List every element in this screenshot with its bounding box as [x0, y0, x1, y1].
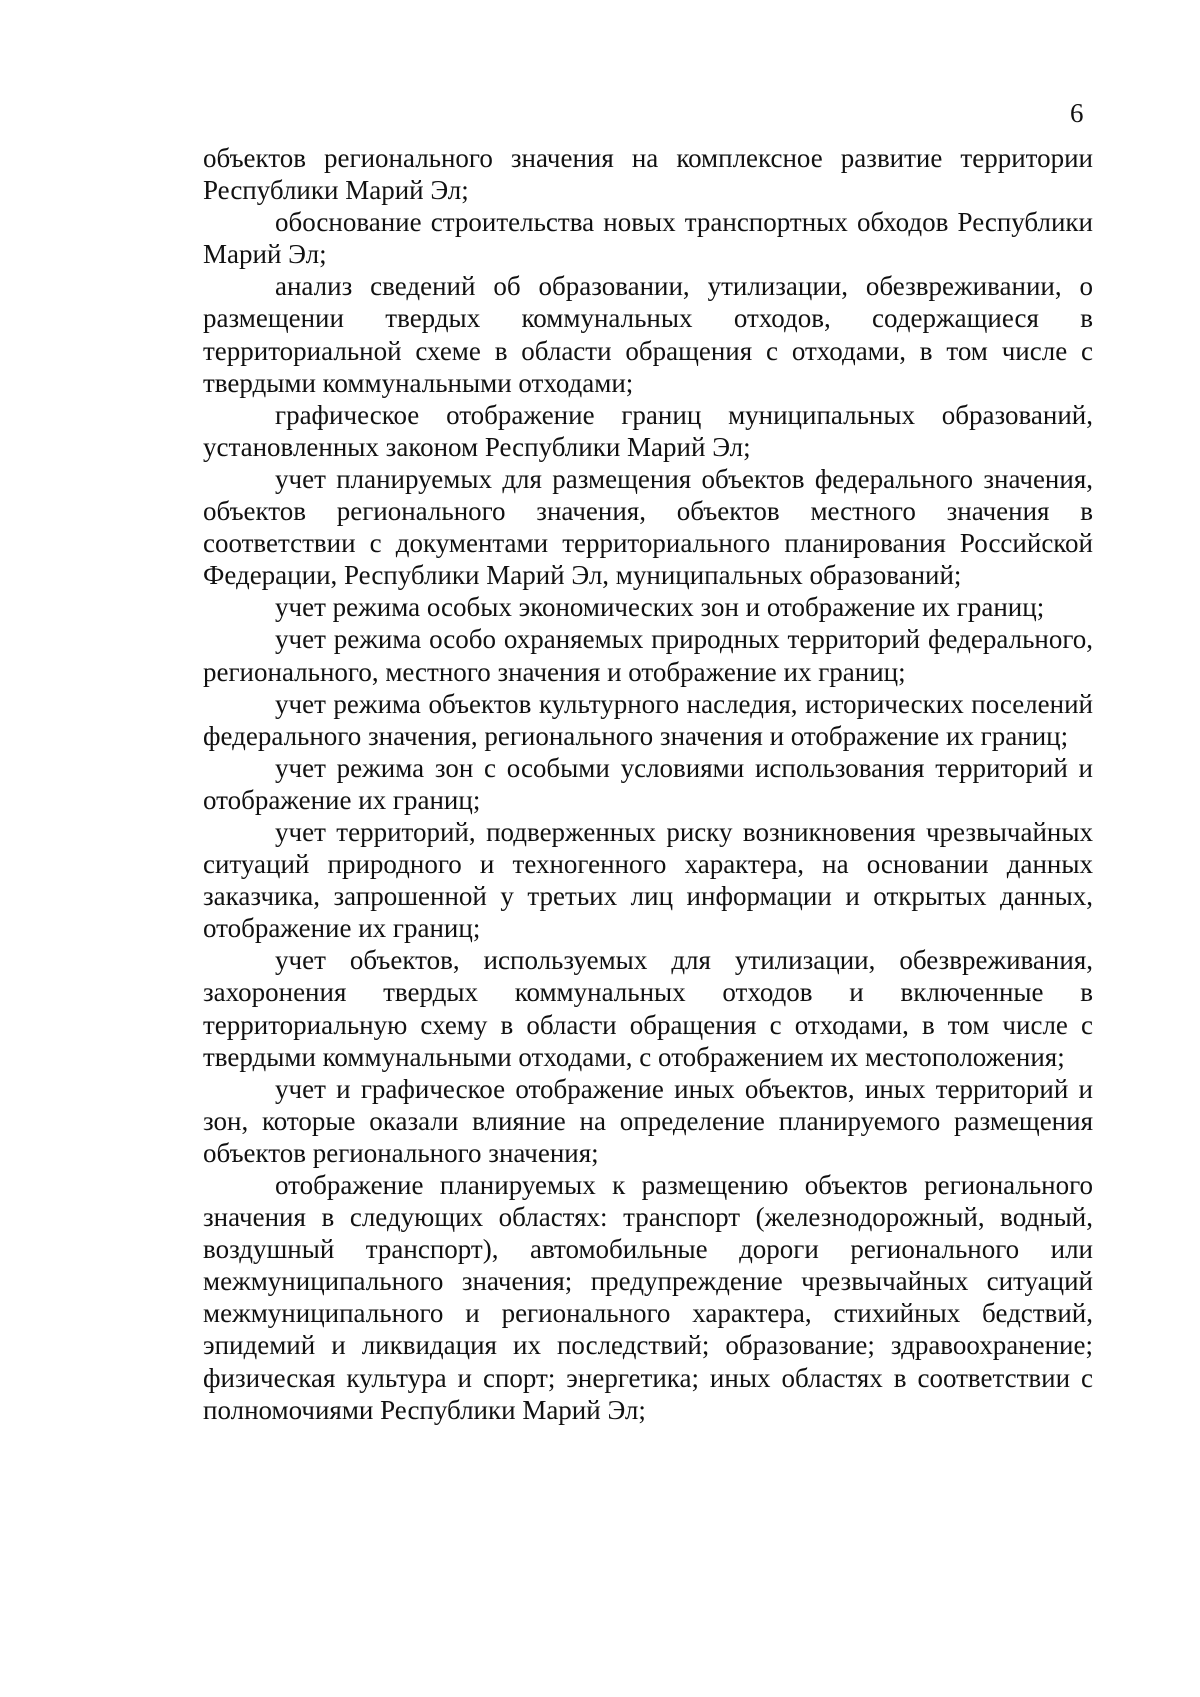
paragraph: отображение планируемых к размещению объектов регионального значения в следующих областях: транспорт (железнодорожный, водный, воздушный транспорт), автомобильные дороги регионального или межмуниципального значения; предупреждение чрезвычайных ситуаций межмуниципального и регионального характера, стихийных бедствий, эпидемий и ликвидация их последствий; образование; здравоохранение; физическая культура и спорт; энергетика; иных областях в соответствии с полномочиями Республики Марий Эл; — [203, 1170, 1093, 1425]
paragraph: учет режима особых экономических зон и отображение их границ; — [275, 592, 1045, 623]
paragraph: учет режима объектов культурного наследия, исторических поселений федерального значения, регионального значения и отображение их границ; — [203, 688, 1093, 751]
paragraph: учет объектов, используемых для утилизации, обезвреживания, захоронения твердых коммунальных отходов и включенные в территориальную схему в области обращения с отходами, в том числе с твердыми коммунальными отходами, с отображением их местоположения; — [203, 945, 1093, 1072]
paragraph-continuation: объектов регионального значения на комплексное развитие территории Республики Марий Эл; — [203, 143, 1093, 206]
paragraph: анализ сведений об образовании, утилизации, обезвреживании, о размещении твердых коммунальных отходов, содержащиеся в территориальной схеме в области обращения с отходами, в том числе с твердыми коммунальными отходами; — [203, 271, 1093, 398]
paragraph: учет территорий, подверженных риску возникновения чрезвычайных ситуаций природного и техногенного характера, на основании данных заказчика, запрошенной у третьих лиц информации и открытых данных, отображение их границ; — [203, 816, 1093, 944]
document-body — [203, 142, 1093, 1426]
paragraph: учет режима зон с особыми условиями использования территорий и отображение их границ; — [203, 752, 1093, 815]
paragraph: учет режима особо охраняемых природных территорий федерального, регионального, местного значения и отображение их границ; — [203, 624, 1093, 687]
paragraph: обоснование строительства новых транспортных обходов Республики Марий Эл; — [203, 207, 1093, 270]
paragraph: учет планируемых для размещения объектов федерального значения, объектов регионального значения, объектов местного значения в соответствии с документами территориального планирования Российской Федерации, Республики Марий Эл, муниципальных образований; — [203, 463, 1093, 591]
page-number: 6 — [1070, 98, 1084, 128]
paragraph: учет и графическое отображение иных объектов, иных территорий и зон, которые оказали влияние на определение планируемого размещения объектов регионального значения; — [203, 1073, 1093, 1168]
paragraph: графическое отображение границ муниципальных образований, установленных законом Республики Марий Эл; — [203, 399, 1093, 462]
